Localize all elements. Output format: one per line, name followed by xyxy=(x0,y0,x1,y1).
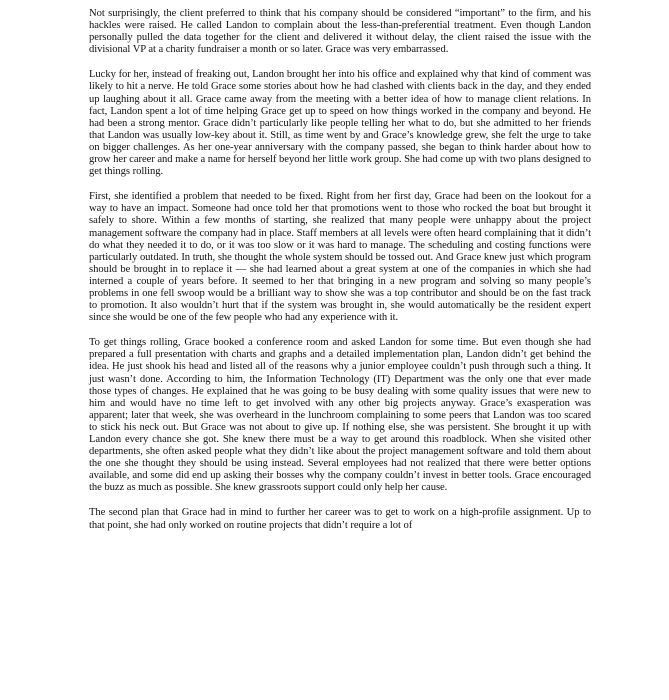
paragraph-client-complaint: Not surprisingly, the client preferred to think that his company should be considered “important” to the firm, and his hackles were raised. He called Landon to complain about the less-than-preferential treatment. Even though Landon personally pulled the data together for the client and delivered it without delay, the client raised the issue with the divisional VP at a charity fundraiser a month or so later. Grace was very embarrassed. xyxy=(89,8,591,56)
document-page xyxy=(89,8,591,545)
paragraph-landon-mentor: Lucky for her, instead of freaking out, Landon brought her into his office and explained why that kind of comment was likely to hit a nerve. He told Grace some stories about how he had clashed with clients back in the day, and they ended up laughing about it all. Grace came away from the meeting with a better idea of how to manage client relations. In fact, Landon spent a lot of time helping Grace get up to speed on how things worked in the company and beyond. He had been a strong mentor. Grace didn’t particularly like people telling her what to do, but she admitted to her friends that Landon was usually low-key about it. Still, as time went by and Grace’s knowledge grew, she felt the urge to take on bigger challenges. As her one-year anniversary with the company passed, she began to think harder about how to grow her career and make a name for herself beyond her little work group. She had come up with two plans designed to get things rolling. xyxy=(89,69,591,178)
paragraph-software-problem: First, she identified a problem that needed to be fixed. Right from her first day, Grace had been on the lookout for a way to have an impact. Someone had once told her that promotions went to those who rocked the boat but brought it safely to shore. Within a few months of starting, she realized that many people were unhappy about the project management software the company had in place. Staff members at all levels were often heard complaining that it didn’t do what they needed it to do, or it was too slow or it was hard to manage. The scheduling and costing functions were particularly outdated. In truth, she thought the whole system should be tossed out. And Grace knew just which program should be brought in to replace it — she had learned about a great system at one of the companies in which she had interned a couple of years before. It seemed to her that bringing in a new program and solving so many people’s problems in one fell swoop would be a brilliant way to show she was a top contributor and should be on the fast track to promotion. It also wouldn’t hurt that if the system was brought in, she would automatically be the resident expert since she would be one of the few people who had any experience with it. xyxy=(89,191,591,324)
paragraph-second-plan: The second plan that Grace had in mind to further her career was to get to work on a high-profile assignment. Up to that point, she had only worked on routine projects that didn’t require a lot of xyxy=(89,507,591,531)
paragraph-grassroots-support: To get things rolling, Grace booked a conference room and asked Landon for some time. But even though she had prepared a full presentation with charts and graphs and a detailed implementation plan, Landon didn’t get behind the idea. He just shook his head and listed all of the reasons why a junior employee couldn’t push through such a thing. It just wasn’t done. According to him, the Information Technology (IT) Department was the only one that ever made those types of changes. He explained that he was going to be busy dealing with some quality issues that were new to him and would have no time left to get involved with any other big projects anyway. Grace’s exasperation was apparent; later that week, she was overheard in the lunchroom complaining to some peers that Landon was too scared to stick his neck out. But Grace was not about to give up. If nothing else, she was persistent. She brought it up with Landon every chance she got. She knew there must be a way to get around this roadblock. When she visited other departments, she often asked people what they didn’t like about the project management software and told them about the one she thought they should be using instead. Several employees had not realized that there were better options available, and some did end up asking their bosses why the company couldn’t invest in better tools. Grace encouraged the buzz as much as possible. She knew grassroots support could only help her cause. xyxy=(89,337,591,494)
